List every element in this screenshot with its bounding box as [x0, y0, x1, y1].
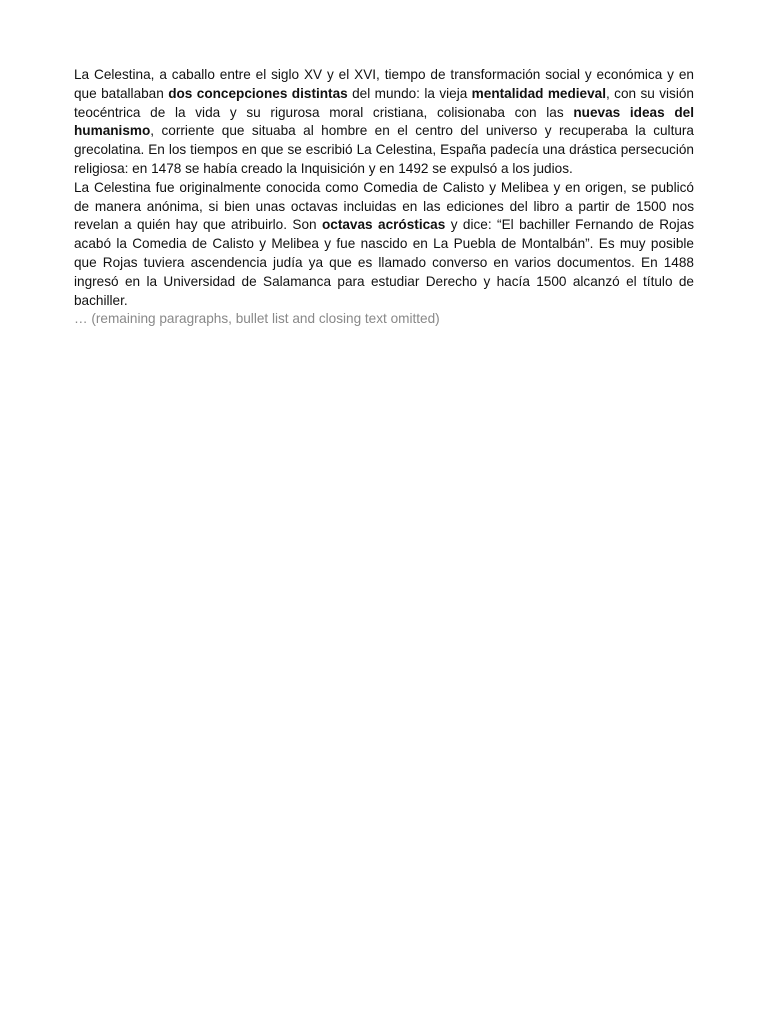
bold-phrase: nuevas ideas del humanismo [74, 104, 694, 139]
text-run: , corriente que situaba al hombre en el centro del universo y recuperaba la cultura grecolatina. En los tiempos en que se escribió La Celestina, España padecía una drástica persecución religiosa: en 1478 se había creado la Inquisición y en 1492 se expulsó a los judios. [74, 123, 694, 176]
bold-phrase: dos concepciones distintas [168, 85, 348, 101]
omitted-content-note: … (remaining paragraphs, bullet list and closing text omitted) [74, 311, 440, 327]
text-run: y dice: “El bachiller Fernando de Rojas acabó la Comedia de Calisto y Melibea y fue nascido en La Puebla de Montalbán”. Es muy posible que Rojas tuviera ascendencia judía ya que es llamado converso en varios documentos. En 1488 ingresó en la Universidad de Salamanca para estudiar Derecho y hacía 1500 alcanzó el título de bachiller. [74, 217, 694, 308]
paragraph [74, 179, 694, 311]
bold-phrase: octavas acrósticas [321, 217, 446, 233]
text-run: , con su visión teocéntrica de la vida y su rigurosa moral cristiana, colisionaba con las [74, 85, 694, 120]
text-run: La Celestina, a caballo entre el siglo XV y el XVI, tiempo de transformación social y económica y en que batallaban [74, 67, 694, 101]
bold-phrase: mentalidad medieval [471, 85, 607, 101]
text-run: del mundo: la vieja [347, 85, 472, 101]
document-body [74, 66, 694, 310]
paragraph [74, 66, 694, 179]
text-run: La Celestina fue originalmente conocida como Comedia de Calisto y Melibea y en origen, se publicó de manera anónima, si bien unas octavas incluidas en las ediciones del libro a partir de 1500 nos revelan a quién hay que atribuirlo. Son [74, 179, 694, 233]
